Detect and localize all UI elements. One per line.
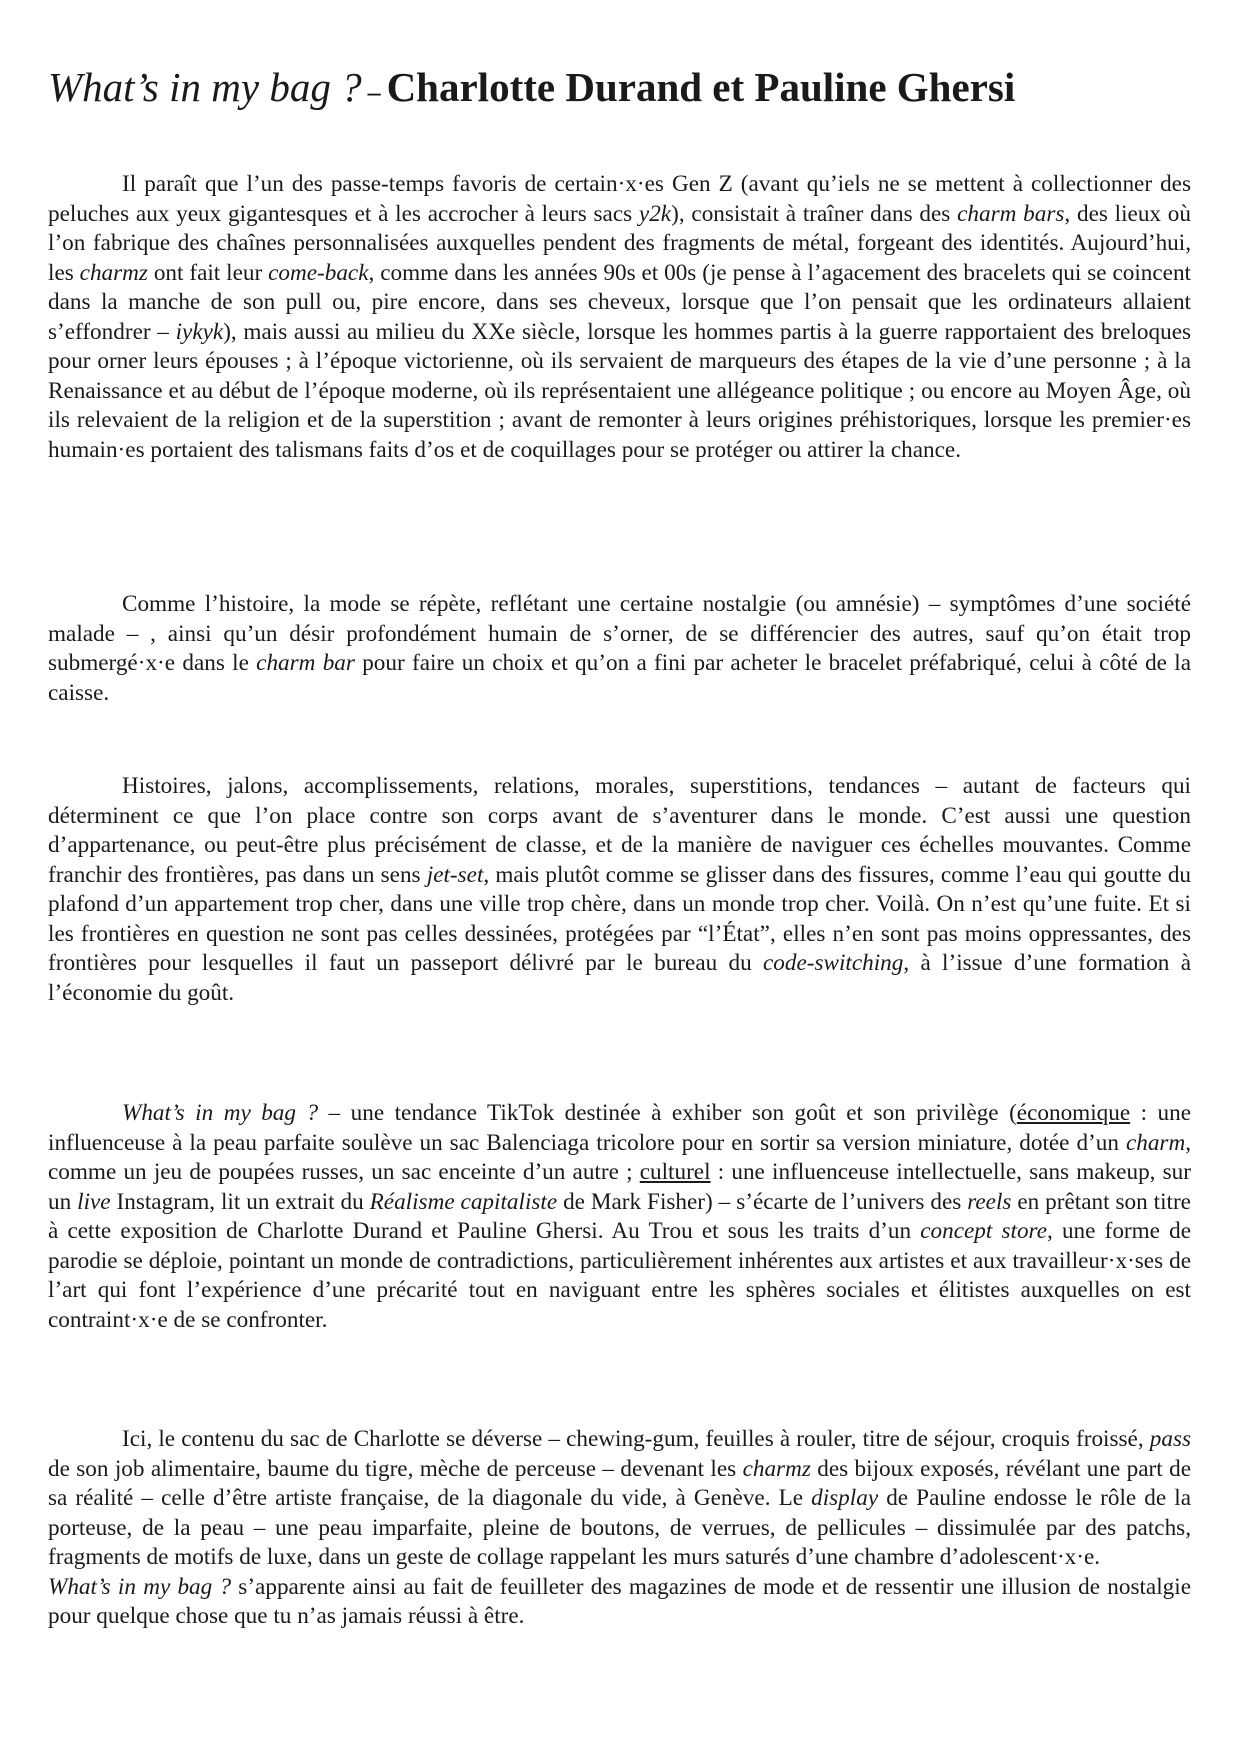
text-run: ), mais aussi au milieu du XXe siècle, lorsque les hommes partis à la guerre rapportaient des breloques pour orner leurs épouses ; à l’époque victorienne, où ils servaient de marqueurs des étapes de la vie d’une personne ; à la Renaissance et au début de l’époque moderne, où ils représentaient une allégeance politique ; ou encore au Moyen Âge, où ils relevaient de la religion et de la superstition ; avant de remonter à leurs origines préhistoriques, lorsque les premier·es humain·es portaient des talismans faits d’os et de coquillages pour se protéger ou attirer la chance.	[48, 318, 1192, 463]
text-run: Instagram, lit un extrait du	[110, 1188, 370, 1215]
title-dash: –	[367, 78, 381, 108]
italic-term: iykyk	[175, 318, 224, 345]
italic-term: charmz	[79, 259, 148, 286]
text-run: Il paraît que l’un des passe-temps favoris de certain·x·es Gen Z (avant qu’iels ne se mettent à collectionner des peluches aux yeux gigantesques et à les accrocher à leurs sacs	[48, 171, 1191, 227]
text-run: , mais plutôt comme se glisser dans des fissures, comme l’eau qui goutte du plafond d’un appartement trop cher, dans une ville trop chère, dans un monde trop cher. Voilà. On n’est qu’une fuite. Et si les frontières en question ne sont pas celles dessinées, protégées par “l’État”, elles n’en sont pas moins oppressantes, des frontières pour lesquelles il faut un passeport délivré par le bureau du	[48, 861, 1192, 976]
text-run: , une forme de parodie se déploie, pointant un monde de contradictions, particulièrement inhérentes aux artistes et aux travailleur·x·ses de l’art qui font l’expérience d’une précarité tout en naviguant entre les sphères sociales et élitistes auxquelles on est contraint·x·e de se confronter.	[48, 1218, 1192, 1333]
text-run: : une influenceuse intellectuelle, sans makeup, sur un	[48, 1159, 1191, 1215]
text-run: des bijoux exposés, révélant une part de sa réalité – celle d’être artiste française, de la diagonale du vide, à Genève. Le	[48, 1455, 1191, 1511]
italic-term: live	[77, 1188, 111, 1215]
text-run: : une influenceuse à la peau parfaite soulève un sac Balenciaga tricolore pour en sortir sa version miniature, dotée d’un	[48, 1100, 1192, 1156]
text-run: Comme l’histoire, la mode se répète, reflétant une certaine nostalgie (ou amnésie) – symptômes d’une société malade – , ainsi qu’un désir profondément humain de s’orner, de se différencier des autres, sauf qu’on était trop submergé·x·e dans le	[48, 591, 1191, 676]
paragraph-2	[48, 590, 1191, 708]
title-names: Charlotte Durand et Pauline Ghersi	[386, 64, 1016, 111]
italic-term: display	[811, 1485, 879, 1511]
italic-term: come-back	[268, 259, 369, 286]
paragraph-5	[48, 1425, 1191, 1632]
text-run: s’apparente ainsi au fait de feuilleter des magazines de mode et de ressentir une illusion de nostalgie pour quelque chose que tu n’as jamais réussi à être.	[48, 1573, 1191, 1629]
italic-term: What’s in my bag ?	[122, 1100, 319, 1126]
italic-term: charm	[1125, 1129, 1186, 1156]
text-run: pour faire un choix et qu’on a fini par acheter le bracelet préfabriqué, celui à côté de la caisse.	[48, 650, 1191, 706]
italic-term: charm bar	[256, 650, 355, 676]
italic-term: y2k	[638, 200, 672, 227]
italic-term: charm bars	[957, 200, 1065, 227]
italic-term: pass	[1149, 1426, 1191, 1452]
italic-term: reels	[967, 1188, 1012, 1215]
underlined-term: culturel	[639, 1159, 711, 1185]
text-run: Ici, le contenu du sac de Charlotte se déverse – chewing-gum, feuilles à rouler, titre de séjour, croquis froissé,	[122, 1426, 1150, 1452]
paragraph-4	[48, 1099, 1191, 1335]
italic-term: code-switching	[762, 950, 904, 976]
text-run: , comme un jeu de poupées russes, un sac enceinte d’un autre ;	[48, 1129, 1191, 1185]
italic-term: jet-set	[426, 861, 484, 888]
underlined-term: économique	[1016, 1100, 1131, 1126]
text-run: de son job alimentaire, baume du tigre, mèche de perceuse – devenant les	[48, 1455, 743, 1482]
text-run: ont fait leur	[147, 259, 269, 286]
text-run: Histoires, jalons, accomplissements, relations, morales, superstitions, tendances – autant de facteurs qui déterminent ce que l’on place contre son corps avant de s’aventurer dans le monde. C’est aussi une question d’appartenance, ou peut-être plus précisément de classe, et de la manière de naviguer ces échelles mouvantes. Comme franchir des frontières, pas dans un sens	[48, 773, 1191, 888]
text-run: , comme dans les années 90s et 00s (je pense à l’agacement des bracelets qui se coincent dans la manche de son pull ou, pire encore, dans ses cheveux, lorsque que l’on pensait que les ordinateurs allaient s’effondrer –	[48, 259, 1191, 345]
text-run: de Mark Fisher) – s’écarte de l’univers des	[557, 1188, 968, 1215]
text-run: , à l’issue d’une formation à l’économie du goût.	[48, 950, 1191, 1006]
text-run: , des lieux où l’on fabrique des chaînes personnalisées auxquelles pendent des fragments de métal, forgeant des identités. Aujourd’hui, les	[48, 200, 1191, 286]
text-run: en prêtant son titre à cette exposition de Charlotte Durand et Pauline Ghersi. Au Trou et sous les traits d’un	[48, 1188, 1191, 1244]
paragraph-3	[48, 772, 1191, 1008]
italic-term: charmz	[742, 1455, 811, 1482]
title-italic: What’s in my bag ?	[48, 64, 362, 111]
text-run: – une tendance TikTok destinée à exhiber son goût et son privilège (	[318, 1100, 1017, 1126]
italic-term: Réalisme capitaliste	[369, 1188, 558, 1215]
italic-term: What’s in my bag ?	[48, 1573, 232, 1600]
text-run: ), consistait à traîner dans des	[671, 200, 958, 227]
italic-term: concept store	[920, 1218, 1048, 1244]
paragraph-1	[48, 170, 1191, 465]
text-run: de Pauline endosse le rôle de la porteuse, de la peau – une peau imparfaite, pleine de boutons, de verrues, de pellicules – dissimulée par des patchs, fragments de motifs de luxe, dans un geste de collage rappelant les murs saturés d’une chambre d’adolescent·x·e.	[48, 1485, 1191, 1570]
page-title	[48, 61, 1198, 119]
